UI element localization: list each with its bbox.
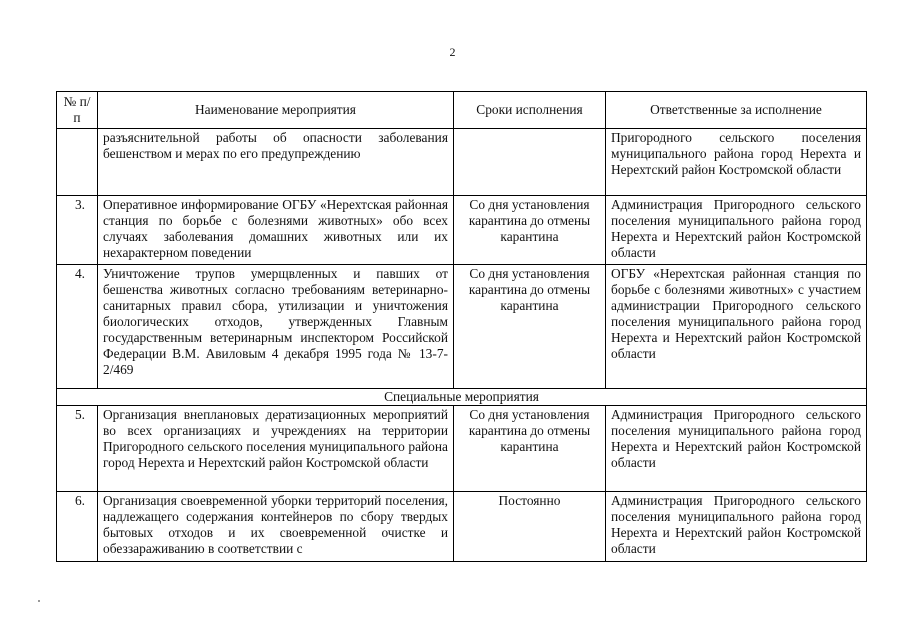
header-name: Наименование мероприятия (98, 92, 454, 129)
row-term: Со дня установления карантина до отмены карантина (454, 196, 606, 265)
row-term: Постоянно (454, 492, 606, 562)
row-term (454, 129, 606, 196)
row-name: разъяснительной работы об опасности заболевания бешенством и мерах по его предупреждению (98, 129, 454, 196)
table-row (57, 492, 867, 562)
row-responsible: Администрация Пригородного сельского поселения муниципального района город Нерехта и Нерехтский район Костромской области (606, 196, 867, 265)
row-num: 3. (57, 196, 98, 265)
row-term: Со дня установления карантина до отмены карантина (454, 265, 606, 389)
header-term: Сроки исполнения (454, 92, 606, 129)
table-row (57, 196, 867, 265)
row-responsible: Пригородного сельского поселения муниципального района город Нерехта и Нерехтский район Костромской области (606, 129, 867, 196)
row-term: Со дня установления карантина до отмены карантина (454, 406, 606, 492)
table-row (57, 129, 867, 196)
row-responsible: Администрация Пригородного сельского поселения муниципального района город Нерехта и Нерехтский район Костромской области (606, 492, 867, 562)
row-name: Организация своевременной уборки территорий поселения, надлежащего содержания контейнеров по сбору твердых бытовых отходов и их своевременной очистке и обеззараживанию в соответствии с (98, 492, 454, 562)
row-name: Оперативное информирование ОГБУ «Нерехтская районная станция по борьбе с болезнями животных» обо всех случаях заболевания домашних животных или их нехарактерном поведении (98, 196, 454, 265)
row-num: 4. (57, 265, 98, 389)
table-row (57, 265, 867, 389)
header-responsible: Ответственные за исполнение (606, 92, 867, 129)
row-num: 5. (57, 406, 98, 492)
row-name: Уничтожение трупов умерщвленных и павших от бешенства животных согласно требованиям ветеринарно-санитарных правил сбора, утилизации и уничтожения биологических отходов, утвержденных Главным государственным ветеринарным инспектором Российской Федерации В.М. Авиловым 4 декабря 1995 года № 13-7-2/469 (98, 265, 454, 389)
row-num: 6. (57, 492, 98, 562)
table-header-row (57, 92, 867, 129)
table-row (57, 406, 867, 492)
header-num: № п/п (57, 92, 98, 129)
row-responsible: Администрация Пригородного сельского поселения муниципального района город Нерехта и Нерехтский район Костромской области (606, 406, 867, 492)
row-num (57, 129, 98, 196)
section-title: Специальные мероприятия (57, 389, 867, 406)
measures-table (56, 91, 867, 562)
row-name: Организация внеплановых дератизационных мероприятий во всех организациях и учреждениях на территории Пригородного сельского поселения муниципального района город Нерехта и Нерехтский район Костромской области (98, 406, 454, 492)
section-row (57, 389, 867, 406)
row-responsible: ОГБУ «Нерехтская районная станция по борьбе с болезнями животных» с участием администрации Пригородного сельского поселения муниципального района город Нерехта и Нерехтский район Костромской области (606, 265, 867, 389)
scan-speck (38, 600, 40, 602)
page-number: 2 (449, 45, 456, 59)
